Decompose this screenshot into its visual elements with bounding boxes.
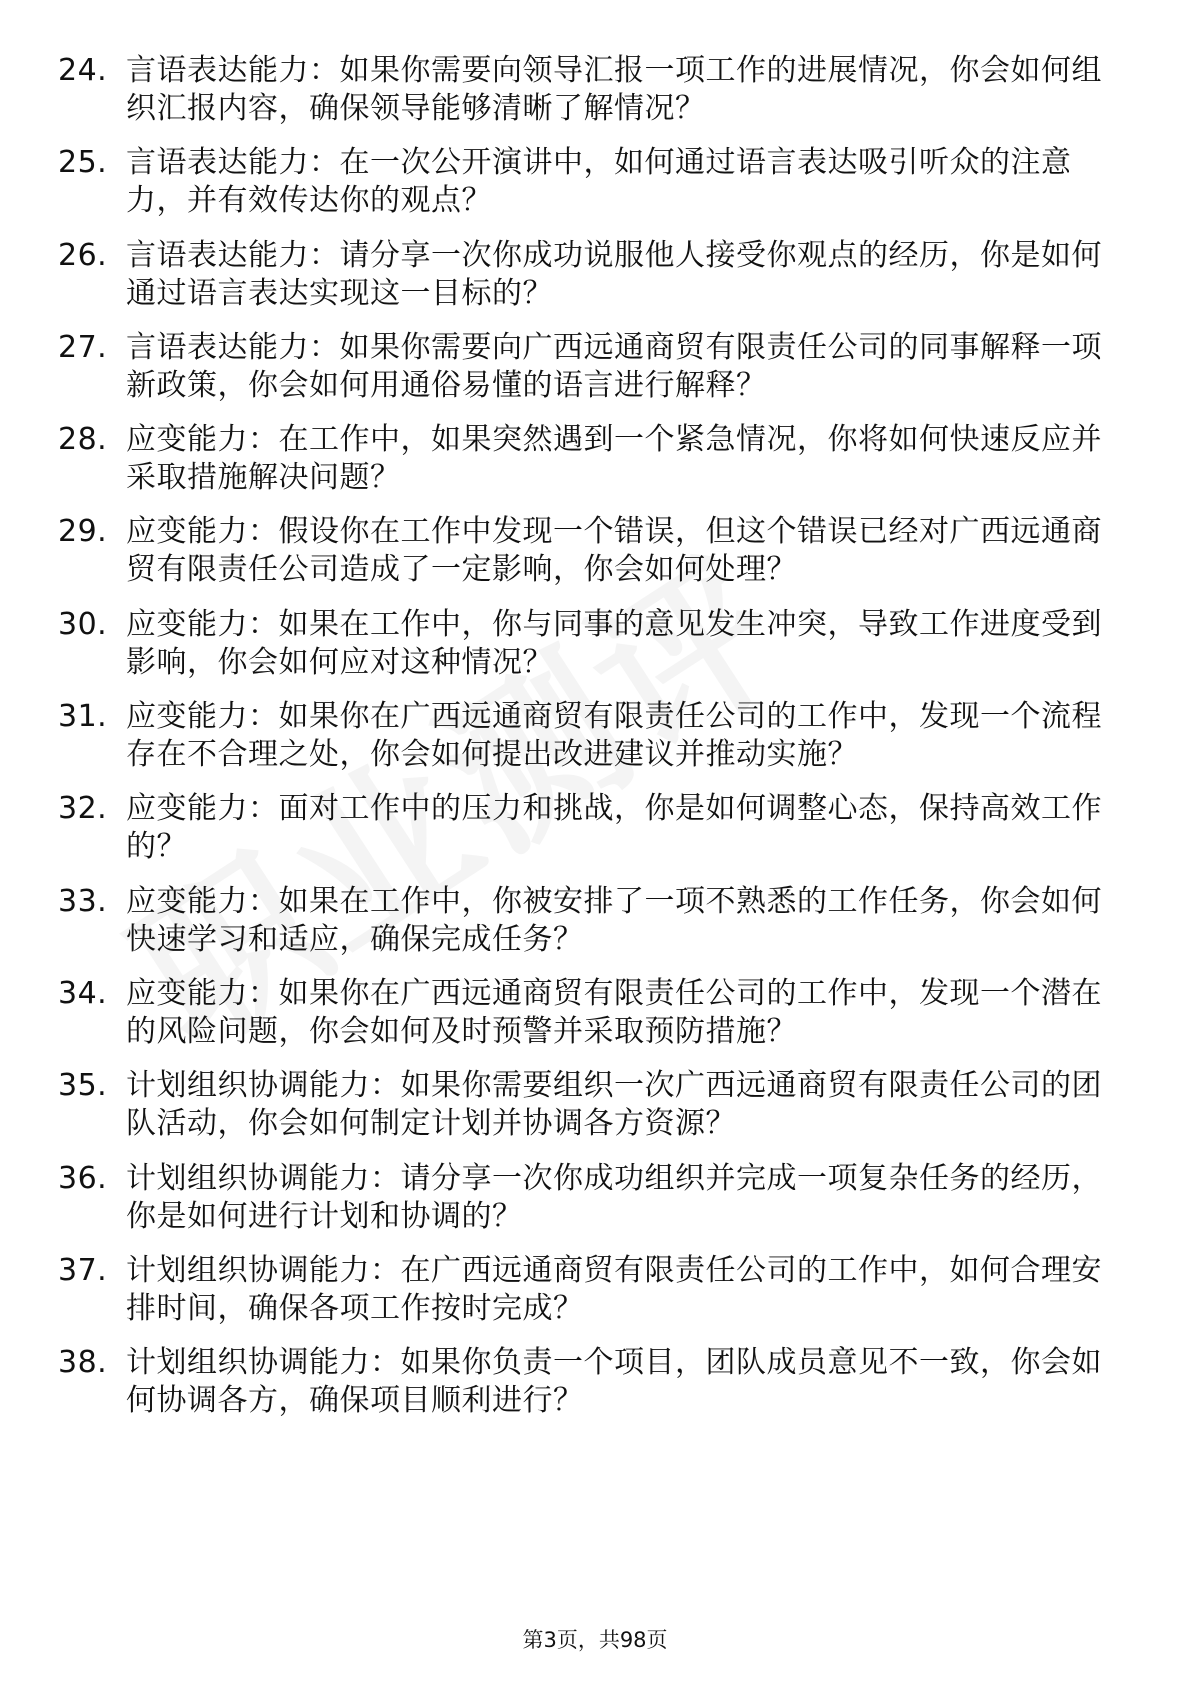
question-number: 36. (58, 1160, 108, 1196)
question-number: 37. (58, 1252, 108, 1288)
question-text: 应变能力：面对工作中的压力和挑战，你是如何调整心态，保持高效工作的？ (126, 791, 1102, 865)
question-text: 计划组织协调能力：如果你负责一个项目，团队成员意见不一致，你会如何协调各方，确保项目顺利进行？ (126, 1345, 1102, 1419)
question-item-34 (0, 975, 1190, 1067)
question-text: 应变能力：在工作中，如果突然遇到一个紧急情况，你将如何快速反应并采取措施解决问题？ (126, 422, 1102, 496)
question-item-35 (0, 1067, 1190, 1159)
question-text: 计划组织协调能力：请分享一次你成功组织并完成一项复杂任务的经历，你是如何进行计划和协调的？ (126, 1160, 1102, 1234)
question-item-33 (0, 883, 1190, 975)
question-item-28 (0, 421, 1190, 513)
question-text: 计划组织协调能力：在广西远通商贸有限责任公司的工作中，如何合理安排时间，确保各项工作按时完成？ (126, 1252, 1102, 1326)
question-text: 应变能力：如果在工作中，你与同事的意见发生冲突，导致工作进度受到影响，你会如何应对这种情况？ (126, 606, 1102, 680)
question-text: 言语表达能力：如果你需要向广西远通商贸有限责任公司的同事解释一项新政策，你会如何用通俗易懂的语言进行解释？ (126, 329, 1102, 403)
question-number: 38. (58, 1345, 108, 1381)
question-list (0, 52, 1190, 1436)
question-item-30 (0, 606, 1190, 698)
question-number: 33. (58, 883, 108, 919)
question-item-38 (0, 1344, 1190, 1436)
page-footer: 第3页，共98页 (522, 1628, 668, 1652)
question-item-24 (0, 52, 1190, 144)
question-text: 言语表达能力：请分享一次你成功说服他人接受你观点的经历，你是如何通过语言表达实现这一目标的？ (126, 237, 1102, 311)
question-number: 29. (58, 514, 108, 550)
question-number: 32. (58, 791, 108, 827)
question-number: 35. (58, 1068, 108, 1104)
question-number: 25. (58, 145, 108, 181)
question-item-36 (0, 1160, 1190, 1252)
question-text: 应变能力：假设你在工作中发现一个错误，但这个错误已经对广西远通商贸有限责任公司造成了一定影响，你会如何处理？ (126, 514, 1102, 588)
question-number: 24. (58, 53, 108, 88)
question-item-31 (0, 698, 1190, 790)
question-text: 应变能力：如果在工作中，你被安排了一项不熟悉的工作任务，你会如何快速学习和适应，确保完成任务？ (126, 883, 1102, 957)
question-number: 31. (58, 699, 108, 735)
question-text: 应变能力：如果你在广西远通商贸有限责任公司的工作中，发现一个流程存在不合理之处，你会如何提出改进建议并推动实施？ (126, 699, 1102, 773)
question-item-25 (0, 144, 1190, 236)
question-number: 26. (58, 237, 108, 273)
question-item-27 (0, 329, 1190, 421)
question-text: 计划组织协调能力：如果你需要组织一次广西远通商贸有限责任公司的团队活动，你会如何制定计划并协调各方资源？ (126, 1068, 1102, 1142)
question-item-32 (0, 790, 1190, 882)
question-text: 应变能力：如果你在广西远通商贸有限责任公司的工作中，发现一个潜在的风险问题，你会如何及时预警并采取预防措施？ (126, 975, 1102, 1049)
question-item-26 (0, 237, 1190, 329)
question-number: 27. (58, 329, 108, 365)
question-number: 28. (58, 422, 108, 458)
question-item-37 (0, 1252, 1190, 1344)
question-text: 言语表达能力：如果你需要向领导汇报一项工作的进展情况，你会如何组织汇报内容，确保领导能够清晰了解情况？ (126, 53, 1102, 126)
question-item-29 (0, 513, 1190, 605)
question-number: 34. (58, 975, 108, 1011)
question-text: 言语表达能力：在一次公开演讲中，如何通过语言表达吸引听众的注意力，并有效传达你的观点？ (126, 145, 1072, 219)
question-number: 30. (58, 606, 108, 642)
